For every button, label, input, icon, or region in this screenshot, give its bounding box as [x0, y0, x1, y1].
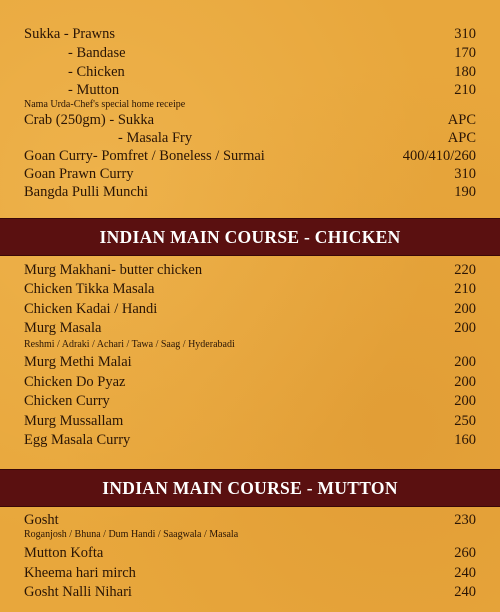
item-price: 190 [454, 184, 476, 200]
item-price: 180 [454, 64, 476, 80]
menu-item [24, 510, 476, 530]
menu-item [24, 110, 476, 130]
item-name: Mutton Kofta [24, 545, 104, 561]
menu-item [24, 260, 476, 280]
menu-item [24, 80, 476, 100]
menu-item [24, 543, 476, 563]
item-name: Murg Mussallam [24, 413, 124, 429]
item-note: Roganjosh / Bhuna / Dum Handi / Saagwala / Masala [24, 529, 239, 540]
section-header-chicken [0, 218, 500, 256]
item-name: Chicken Tikka Masala [24, 281, 155, 297]
item-price: 210 [454, 281, 476, 297]
item-name: Crab (250gm) - Sukka [24, 112, 155, 128]
item-name: Gosht Nalli Nihari [24, 584, 132, 600]
item-price: 310 [454, 26, 476, 42]
menu-item [24, 279, 476, 299]
item-name: Egg Masala Curry [24, 432, 131, 448]
menu-item [24, 563, 476, 583]
menu-item [24, 430, 476, 450]
menu-item [24, 182, 476, 202]
menu-item [24, 128, 476, 148]
item-price: 310 [454, 166, 476, 182]
item-name: Kheema hari mirch [24, 565, 136, 581]
item-name: - Chicken [68, 64, 125, 80]
menu-item [24, 352, 476, 372]
item-price: 160 [454, 432, 476, 448]
section-title: INDIAN MAIN COURSE - MUTTON [102, 477, 398, 498]
menu-item [24, 582, 476, 602]
menu-item [24, 299, 476, 319]
item-price: APC [447, 112, 476, 128]
item-name: Chicken Curry [24, 393, 110, 409]
menu-item [24, 411, 476, 431]
item-price: 200 [454, 301, 476, 317]
menu-item [24, 24, 476, 44]
item-name: Murg Makhani- butter chicken [24, 262, 203, 278]
menu-item [24, 62, 476, 82]
item-name: Chicken Kadai / Handi [24, 301, 158, 317]
item-price: 200 [454, 393, 476, 409]
item-name: Murg Methi Malai [24, 354, 132, 370]
section-header-mutton [0, 469, 500, 507]
item-note: Nama Urda-Chef's special home receipe [24, 99, 186, 110]
item-price: 200 [454, 354, 476, 370]
item-name: Chicken Do Pyaz [24, 374, 126, 390]
menu-item [24, 391, 476, 411]
item-name: Bangda Pulli Munchi [24, 184, 149, 200]
menu-item [24, 318, 476, 338]
item-price: 200 [454, 374, 476, 390]
item-name: Goan Curry- Pomfret / Boneless / Surmai [24, 148, 265, 164]
item-price: 400/410/260 [402, 148, 476, 164]
item-price: 230 [454, 512, 476, 528]
item-price: 260 [454, 545, 476, 561]
item-price: APC [447, 130, 476, 146]
item-name: - Mutton [68, 82, 120, 98]
item-name: Sukka - Prawns [24, 26, 116, 42]
section-title: INDIAN MAIN COURSE - CHICKEN [99, 226, 401, 247]
item-price: 210 [454, 82, 476, 98]
item-price: 170 [454, 45, 476, 61]
item-price: 250 [454, 413, 476, 429]
item-price: 220 [454, 262, 476, 278]
menu-item [24, 146, 476, 166]
menu-item [24, 43, 476, 63]
menu-item [24, 372, 476, 392]
item-name: - Bandase [68, 45, 126, 61]
item-price: 240 [454, 565, 476, 581]
item-price: 200 [454, 320, 476, 336]
item-note: Reshmi / Adraki / Achari / Tawa / Saag / Hyderabadi [24, 339, 235, 350]
item-name: Goan Prawn Curry [24, 166, 134, 182]
item-name: Gosht [24, 512, 59, 528]
item-price: 240 [454, 584, 476, 600]
item-name: Murg Masala [24, 320, 102, 336]
item-name: - Masala Fry [118, 130, 193, 146]
menu-item [24, 164, 476, 184]
